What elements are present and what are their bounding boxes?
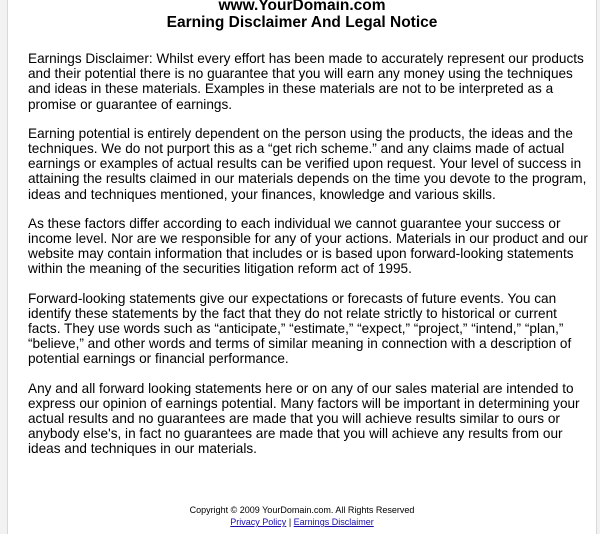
paragraph-sales-material: Any and all forward looking statements here or on any of our sales material are intended to express our opinion of earnings potential. Many factors will be important in determining your actual results and no guarantees are made that you will achieve results similar to ours or anybody else's, in fact no guarantees are made that you will achieve any results from our ideas and techniques in our materials. [28,380,580,457]
earnings-disclaimer-link[interactable]: Earnings Disclaimer [293,517,374,527]
paragraph-forward-looking: Forward-looking statements give our expectations or forecasts of future events. You can identify these statements by the fact that they do not relate strictly to historical or current facts. They use words such as “anticipate,” “estimate,” “expect,” “project,” “intend,” “plan,” “believe,” and other words and terms of similar meaning in connection with a description of potential earnings or financial performance. [28,290,572,367]
paragraph-earning-potential: Earning potential is entirely dependent on the person using the products, the ideas and the techniques. We do not purport this as a “get rich scheme.” and any claims made of actual earnings or examples of actual results can be verified upon request. Your level of success in attaining the results claimed in our materials depends on the time you devote to the program, ideas and techniques mentioned, your finances, knowledge and various skills. [28,125,587,202]
paragraph-earnings-disclaimer: Earnings Disclaimer: Whilst every effort has been made to accurately represent our products and their potential there is no guarantee that you will earn any money using the techniques and ideas in these materials. Examples in these materials are not to be interpreted as a promise or guarantee of earnings. [28,51,584,112]
page-container [7,0,597,534]
privacy-policy-link[interactable]: Privacy Policy [230,517,287,527]
page-title: Earning Disclaimer And Legal Notice [166,14,438,31]
footer-links [8,517,596,528]
paragraph-factors: As these factors differ according to each individual we cannot guarantee your success or income level. Nor are we responsible for any of your actions. Materials in our product and our website may contain information that includes or is based upon forward-looking statements within the meaning of the securities litigation reform act of 1995. [28,215,588,277]
link-separator: | [288,517,292,527]
site-name: www.YourDomain.com [218,0,386,14]
footer-copyright: Copyright © 2009 YourDomain.com. All Rights Reserved [189,505,415,515]
disclaimer-body [28,51,590,471]
